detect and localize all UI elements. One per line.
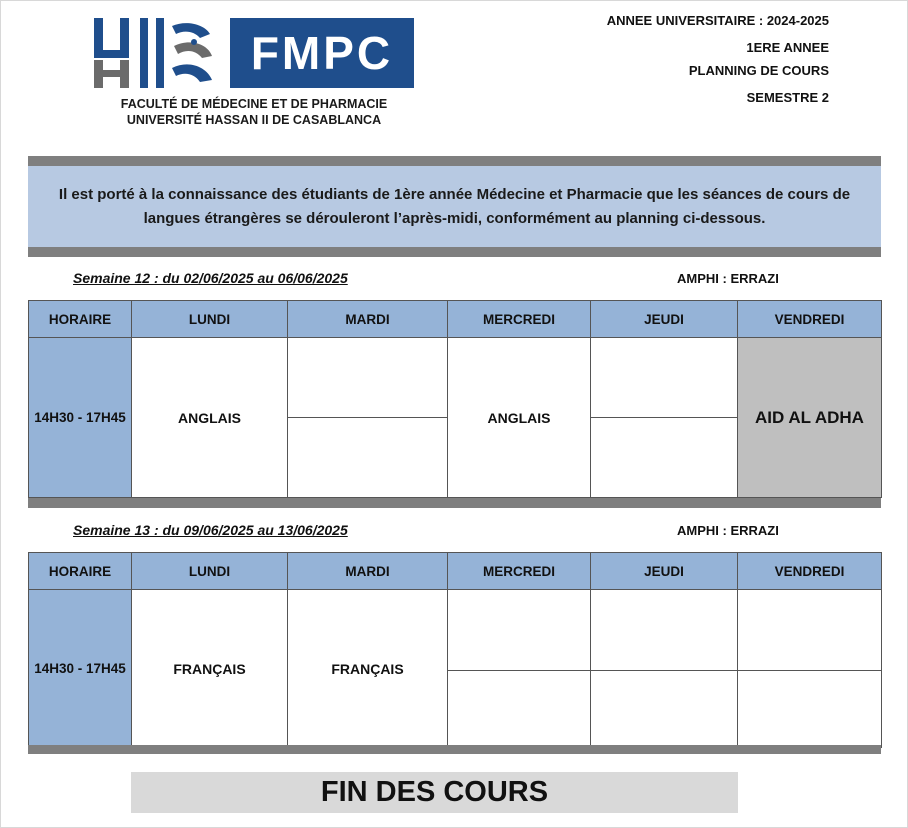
end-of-courses-banner: FIN DES COURS: [131, 772, 738, 813]
table-row: [29, 590, 882, 671]
faculty-name: [94, 96, 414, 128]
table-row: [29, 338, 882, 418]
mercredi-cell: ANGLAIS: [448, 338, 591, 498]
week-12-schedule-table: [28, 300, 882, 498]
faculty-logo: [94, 16, 414, 128]
week-13-amphi: AMPHI : ERRAZI: [677, 523, 779, 538]
notice-box: [28, 166, 881, 247]
vendredi-cell-top: [738, 590, 882, 671]
lundi-cell: ANGLAIS: [132, 338, 288, 498]
week-13-schedule-table: [28, 552, 882, 748]
mardi-cell-bottom: [288, 418, 448, 498]
semester-label: SEMESTRE 2: [746, 90, 829, 105]
mercredi-cell-top: [448, 590, 591, 671]
col-horaire: HORAIRE: [29, 301, 132, 338]
week-13-bottom-bar: [28, 745, 881, 754]
faculty-line-1: FACULTÉ DE MÉDECINE ET DE PHARMACIE: [120, 97, 388, 111]
col-lundi: LUNDI: [132, 301, 288, 338]
lundi-cell: FRANÇAIS: [132, 590, 288, 748]
notice-text: Il est porté à la connaissance des étudiants de 1ère année Médecine et Pharmacie que les séances de cours de langues étrangères se dérouleront l’après-midi, conformément au planning ci-dessous.: [58, 185, 851, 227]
week-12-title: Semaine 12 : du 02/06/2025 au 06/06/2025: [73, 270, 348, 286]
uh-emblem-icon: [94, 16, 224, 90]
table-header-row: [29, 301, 882, 338]
fmpc-brand-text: FMPC: [250, 27, 394, 79]
academic-year: ANNEE UNIVERSITAIRE : 2024-2025: [606, 13, 829, 28]
table-header-row: [29, 553, 882, 590]
vendredi-holiday-cell: AID AL ADHA: [738, 338, 882, 498]
hour-cell: 14H30 - 17H45: [29, 590, 132, 748]
col-mardi: MARDI: [288, 553, 448, 590]
vendredi-cell-bottom: [738, 671, 882, 748]
week-13-title: Semaine 13 : du 09/06/2025 au 13/06/2025: [73, 522, 348, 538]
notice-top-bar: [28, 156, 881, 166]
faculty-line-2: UNIVERSITÉ HASSAN II DE CASABLANCA: [126, 113, 382, 127]
hour-cell: 14H30 - 17H45: [29, 338, 132, 498]
col-jeudi: JEUDI: [591, 301, 738, 338]
jeudi-cell-top: [591, 338, 738, 418]
mardi-cell-top: [288, 338, 448, 418]
jeudi-cell-bottom: [591, 418, 738, 498]
fmpc-brand-box: [230, 18, 414, 88]
jeudi-cell-bottom: [591, 671, 738, 748]
col-mardi: MARDI: [288, 301, 448, 338]
notice-bottom-bar: [28, 247, 881, 257]
col-vendredi: VENDREDI: [738, 301, 882, 338]
week-12-bottom-bar: [28, 498, 881, 508]
col-jeudi: JEUDI: [591, 553, 738, 590]
mardi-cell: FRANÇAIS: [288, 590, 448, 748]
jeudi-cell-top: [591, 590, 738, 671]
col-mercredi: MERCREDI: [448, 553, 591, 590]
week-12-amphi: AMPHI : ERRAZI: [677, 271, 779, 286]
col-vendredi: VENDREDI: [738, 553, 882, 590]
study-level: 1ERE ANNEE: [746, 40, 829, 55]
col-lundi: LUNDI: [132, 553, 288, 590]
col-horaire: HORAIRE: [29, 553, 132, 590]
mercredi-cell-bottom: [448, 671, 591, 748]
col-mercredi: MERCREDI: [448, 301, 591, 338]
document-title: PLANNING DE COURS: [688, 63, 829, 78]
